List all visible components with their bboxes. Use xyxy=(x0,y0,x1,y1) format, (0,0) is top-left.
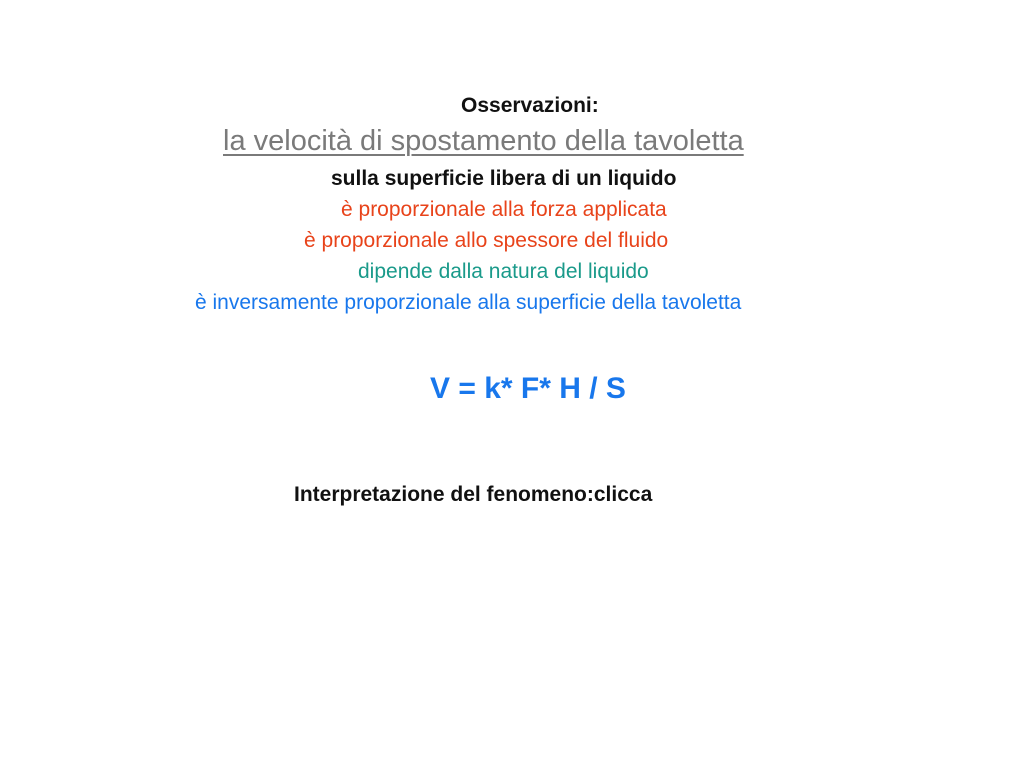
velocity-formula: V = k* F* H / S xyxy=(430,372,626,405)
observation-inverse-surface: è inversamente proporzionale alla superficie della tavoletta xyxy=(195,291,742,314)
observation-liquid-nature: dipende dalla natura del liquido xyxy=(358,260,649,283)
observation-force: è proporzionale alla forza applicata xyxy=(341,198,667,221)
liquid-surface-text: sulla superficie libera di un liquido xyxy=(331,167,677,190)
tablet-speed-link[interactable]: la velocità di spostamento della tavoletta xyxy=(223,125,744,157)
interpretation-click-link[interactable]: Interpretazione del fenomeno:clicca xyxy=(294,483,653,506)
observation-thickness: è proporzionale allo spessore del fluido xyxy=(304,229,669,252)
observations-heading: Osservazioni: xyxy=(461,94,599,117)
